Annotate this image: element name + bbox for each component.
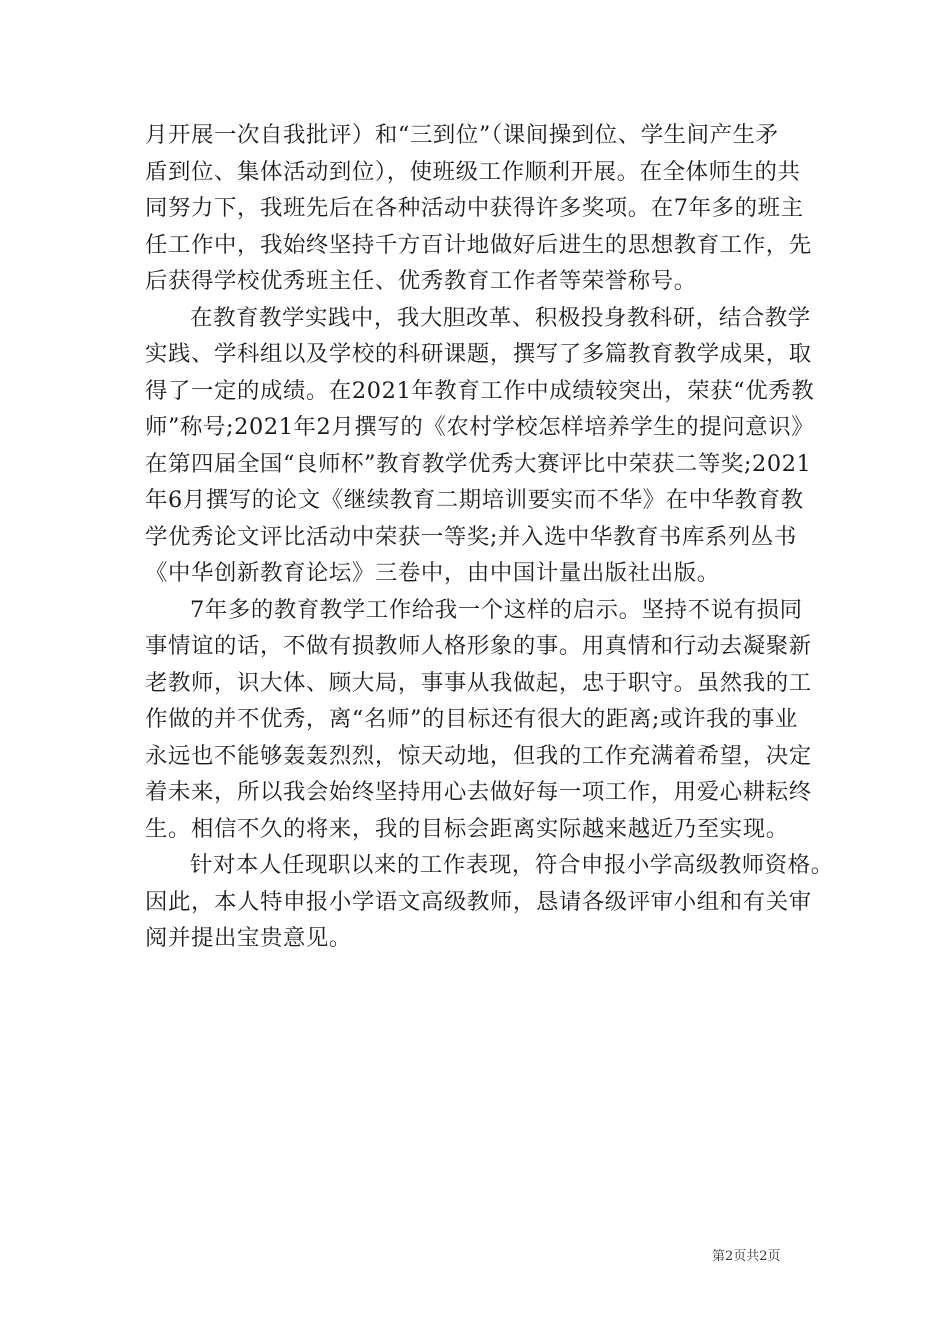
text-line: 实践、学科组以及学校的科研课题，撰写了多篇教育教学成果，取 [145,341,812,367]
text-line: 着未来，所以我会始终坚持用心去做好每一项工作，用爱心耕耘终 [145,779,812,805]
text-line: 在第四届全国“良师杯”教育教学优秀大赛评比中荣获二等奖;2021 [145,450,812,477]
text-line: 同努力下，我班先后在各种活动中获得许多奖项。在7年多的班主 [145,195,804,221]
text-line: 因此，本人特申报小学语文高级教师，恳请各级评审小组和有关审 [145,888,812,915]
text-line: 《中华创新教育论坛》三卷中，由中国计量出版社出版。 [145,560,720,586]
text-line: 盾到位、集体活动到位），使班级工作顺利开展。在全体师生的共 [145,158,801,185]
text-line: 阅并提出宝贵意见。 [145,925,352,951]
text-line: 作做的并不优秀，离“名师”的目标还有很大的距离;或许我的事业 [145,706,798,732]
text-line: 后获得学校优秀班主任、优秀教育工作者等荣誉称号。 [145,268,697,294]
body-text [145,117,834,957]
text-line: 得了一定的成绩。在2021年教育工作中成绩较突出，荣获“优秀教 [145,377,815,404]
text-line: 年6月撰写的论文《继续教育二期培训要实而不华》在中华教育教 [145,487,804,513]
text-line: 学优秀论文评比活动中荣获一等奖;并入选中华教育书库系列丛书 [145,523,797,550]
text-line: 师”称号;2021年2月撰写的《农村学校怎样培养学生的提问意识》 [145,414,815,440]
text-line: 针对本人任现职以来的工作表现，符合申报小学高级教师资格。 [190,852,834,878]
text-line: 老教师，识大体、顾大局，事事从我做起，忠于职守。虽然我的工 [145,669,812,696]
text-line: 在教育教学实践中，我大胆改革、积极投身教科研，结合教学 [190,304,811,331]
text-line: 月开展一次自我批评）和“三到位”（课间操到位、学生间产生矛 [145,122,779,148]
text-line: 任工作中，我始终坚持千方百计地做好后进生的思想教育工作，先 [145,231,812,258]
page-number-footer: 第2页共2页 [712,1249,781,1264]
text-line: 生。相信不久的将来，我的目标会距离实际越来越近乃至实现。 [145,815,789,842]
text-line: 7年多的教育教学工作给我一个这样的启示。坚持不说有损同 [190,596,803,623]
text-line: 事情谊的话，不做有损教师人格形象的事。用真情和行动去凝聚新 [145,633,812,659]
text-line: 永远也不能够轰轰烈烈，惊天动地，但我的工作充满着希望，决定 [145,742,812,769]
